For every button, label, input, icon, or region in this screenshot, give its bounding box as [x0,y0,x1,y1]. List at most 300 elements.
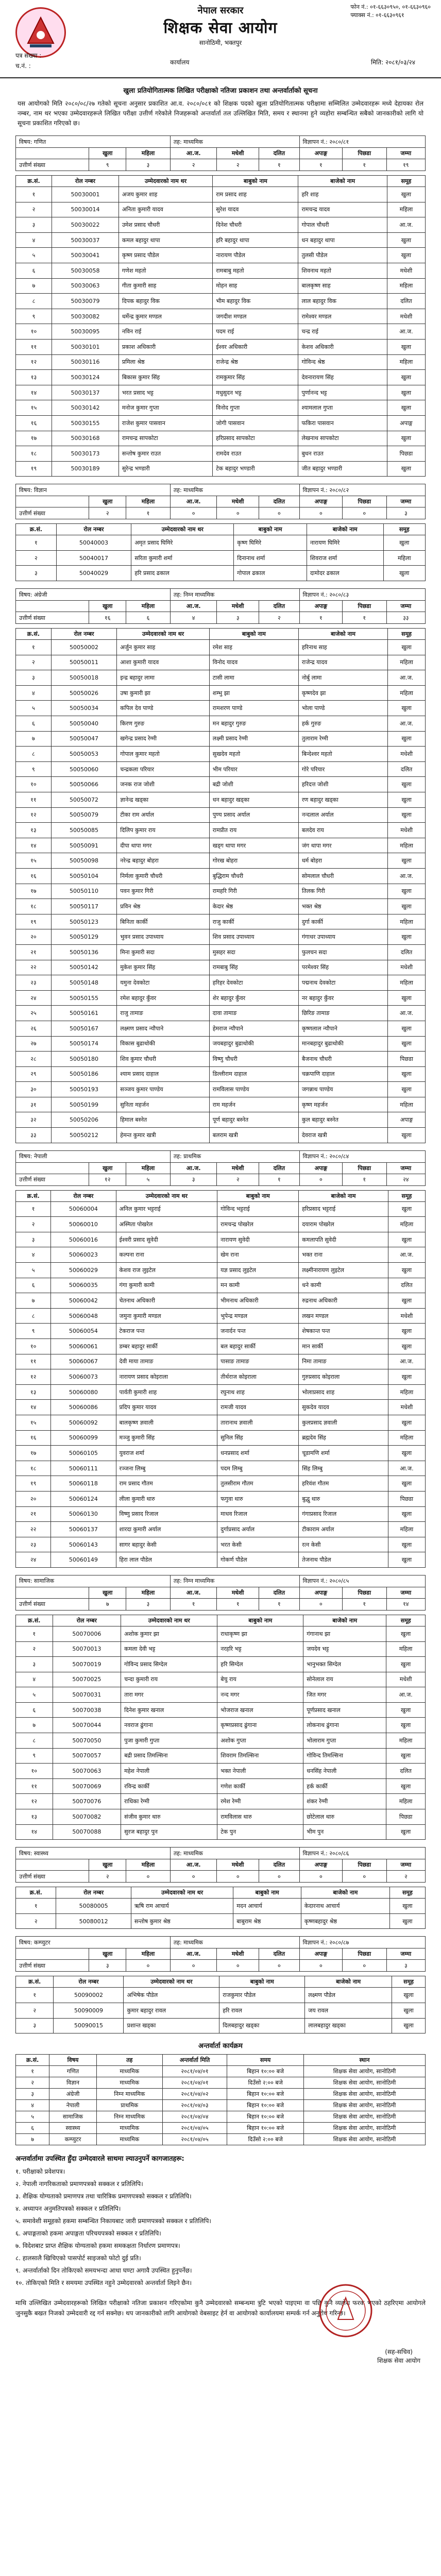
table-cell: रामचन्द्र यादव [298,202,387,217]
table-row [16,914,426,929]
candidate-table [15,175,426,477]
table-cell: मधेशी [387,263,425,278]
table-cell: 50030155 [52,415,119,431]
summary-head-cell: दलित [259,148,299,159]
candidate-table [15,628,426,1143]
table-row [16,868,426,884]
table-cell: 50050212 [51,1128,116,1143]
table-cell: २६ [16,1021,52,1036]
table-cell: 50070038 [53,1702,121,1718]
table-cell: आ.ज. [388,868,426,884]
table-cell: महिला [387,202,425,217]
table-cell: कमला देवी भट्ट [121,1641,217,1657]
table-cell: चेतनाथ अधिकारी [116,1293,217,1309]
table-cell: यमुना देवकोटा [117,975,210,991]
table-row [16,1626,426,1641]
table-cell: 50060035 [51,1278,116,1293]
table-cell: ८ [16,294,52,309]
table-cell: लक्ष्मी प्रसाद रेग्मी [209,731,298,747]
candidate-header-row [16,1615,426,1626]
table-cell: उमेश प्रसाद चौधरी [118,217,212,233]
table-cell: देवराज खत्री [298,1128,387,1143]
fax-text: फ्याक्स नं.: ०१-६६३०९६१ [350,12,404,19]
table-cell: ३ [16,566,57,581]
table-cell: कृष्णलाल न्यौपाने [298,1021,387,1036]
table-cell: गंगाप्रसाद रिजाल [299,1506,388,1522]
table-cell: ३ [16,2018,54,2033]
table-cell: डम्बर बहादुर सार्की [116,1339,217,1354]
table-cell: जित मगर [303,1687,386,1703]
table-row [16,2003,426,2019]
letterhead [0,0,441,78]
contact-info [350,3,431,20]
table-cell: 50040029 [56,566,131,581]
table-row [16,294,426,309]
summary-head-cell: अपाङ्ग [299,1162,342,1174]
table-cell: १८ [16,899,52,914]
intro-paragraph: यस आयोगको मिति २०८०/०८/२७ गतेको सूचना अनुसार प्रकाशित आ.व. २०८०/०८१ को शिक्षक पदको खुला प्रतियोगितात्मक परीक्षामा सम्मिलित उम्मेदवारहरू मध्ये देहायका रोल नम्बर, नाम थर भएका उम्मेदवारहरूले लिखित परीक्षा उत्तीर्ण गरेकोले निजहरूको अन्तर्वार्ता तल उल्लिखित मिति, समय र स्थानमा हुने व्यहोरा सम्बन्धित सबैको जानकारीको लागि यो सूचना प्रकाशित गरिएको छ। [18,100,423,127]
table-row [16,1201,426,1217]
table-cell: गोविन्द भट्टराई [217,1201,299,1217]
table-cell: श्यामलाल गुप्ता [298,400,387,416]
table-cell: खुला [388,853,426,869]
table-cell: 50030142 [52,400,119,416]
result-section [15,1575,426,1840]
table-cell: कृष्णबहादुर श्रेष्ठ [301,1913,389,1929]
schedule-cell: दिउँसो २:०० बजे [227,2077,304,2089]
table-cell: भीमनाथ अधिकारी [217,1293,299,1309]
summary-head-cell: मधेशी [217,1948,259,1960]
table-cell: खुला [387,461,425,477]
table-cell: 50050034 [51,701,116,716]
table-cell: 50030173 [52,446,119,462]
level-cell: तह: माध्यमिक [170,1848,299,1859]
section-gap [15,171,426,175]
summary-head-cell: महिला [126,1587,171,1598]
table-cell: शिवराम तिमल्सिना [217,1748,303,1764]
table-cell: गोपाल चौधरी [298,217,387,233]
table-cell: आ.ज. [388,1461,425,1476]
candidate-header-cell: रोल नम्बर [56,524,131,535]
table-cell: सुरेश यादव [213,202,298,217]
table-cell: खुला [388,929,426,945]
signature-area [0,2318,441,2380]
advert-cell: विज्ञापन नं.: २०८०/८६ [299,1848,425,1859]
summary-head-cell: महिला [126,148,171,159]
gov-title: नेपाल सरकार [197,5,244,16]
table-cell: बुद्धु थारु [299,1491,388,1506]
table-row [16,1988,426,2003]
table-cell: 50030079 [52,294,119,309]
schedule-cell: माध्यमिक [96,2123,162,2134]
schedule-header-cell: समय [227,2055,304,2066]
schedule-cell: २०८१/०४/०३ [162,2100,227,2111]
result-sections [0,135,441,2033]
table-cell: रण बहादुर खड्का [298,792,387,808]
table-cell: 50060016 [51,1232,116,1247]
table-cell: संजीव कुमार थारु [121,1809,217,1825]
schedule-cell: बिहान १०:०० बजे [227,2111,304,2123]
summary-table [15,135,426,171]
summary-count: २ [89,1871,126,1883]
summary-head-cell: खुला [89,601,126,612]
table-cell: 50050110 [51,884,116,899]
table-cell: बिनिता कार्की [117,914,210,929]
summary-head-cell: जम्मा [386,1162,425,1174]
candidate-header-row [16,1976,426,1988]
table-cell: भानुभक्त सिग्देल [303,1657,386,1672]
table-cell: केशव राज लुइटेल [116,1263,217,1278]
table-row [16,1718,426,1733]
table-cell: मधेशी [388,1308,425,1324]
table-cell: नर बहादुर कुँवर [298,990,387,1006]
table-cell: हरिवंश गौतम [299,1476,388,1492]
subject-cell: विषय: गणित [16,136,171,148]
summary-head-cell: पिछडा [342,148,386,159]
table-cell: महिला [387,278,425,294]
table-cell: १५ [16,853,52,869]
summary-count: ९ [89,159,126,171]
table-cell: 50050026 [51,685,116,701]
table-cell: १३ [16,370,52,385]
table-cell: प्रदिप कुमार यादव [116,1400,217,1415]
candidate-header-row [16,1190,426,1201]
table-cell: गुरुप्रसाद कोइराला [299,1369,388,1385]
table-row [16,1461,426,1476]
table-cell: 50060080 [51,1384,116,1400]
candidate-header-cell: उम्मेदवारको नाम थर [131,524,234,535]
schedule-cell: निम्न माध्यमिक [96,2089,162,2100]
summary-count: ३ [386,507,425,519]
table-cell: केदार श्रेष्ठ [209,899,298,914]
table-cell: 50050002 [51,640,116,655]
candidate-header-cell: समूह [388,1190,425,1201]
table-cell: दीपा थापा मगर [117,838,210,853]
summary-count: १ [126,507,171,519]
summary-count: ३ [170,1174,217,1185]
table-cell: रामबाबु सिंह [209,960,298,975]
table-row [16,370,426,385]
issue-date: मिति: २०८१/०३/२४ [370,59,415,66]
table-cell: ३ [16,1657,53,1672]
summary-label-head [16,496,89,507]
candidate-table [15,1976,426,2033]
summary-count: ० [299,1960,342,1972]
subject-cell: विषय: नेपाली [16,1150,171,1162]
table-row [16,1278,426,1293]
table-cell: खुला [388,1537,425,1552]
table-cell: ८ [16,1733,53,1749]
candidate-table [15,1887,426,1929]
table-row [16,1733,426,1749]
summary-head-cell: आ.ज. [170,1162,217,1174]
table-cell: कुल बहादुर बस्नेत [298,1112,387,1128]
table-cell: जयबहादुर बुढाथोकी [209,1036,298,1052]
summary-head-cell: खुला [89,1948,126,1960]
table-cell: २ [16,1641,53,1657]
schedule-cell: २ [16,2077,49,2089]
table-cell: सुरेन्द्र भण्डारी [118,461,212,477]
summary-count: २ [259,612,299,624]
summary-count-row [16,612,426,624]
table-cell: अर्जुन कुमार साह [117,640,210,655]
table-cell: राधिका रेग्मी [121,1794,217,1809]
summary-count: ० [126,1871,171,1883]
table-cell: सञ्जय कुमार पाण्डेय [117,1082,210,1097]
table-cell: १३ [16,823,52,838]
table-cell: १ [16,1988,54,2003]
summary-count: १ [217,1598,259,1610]
table-cell: टीकाराम अर्याल [299,1522,388,1537]
candidate-header-cell: उम्मेदवारको नाम थर [131,1887,233,1899]
schedule-cell: माध्यमिक [96,2066,162,2077]
table-cell: ५ [16,701,52,716]
table-cell: आ.ज. [388,670,426,686]
table-cell: हरिदत्त जोशी [298,777,387,792]
table-cell: ५ [16,1263,51,1278]
table-cell: 50050155 [51,990,116,1006]
table-cell: ६ [16,263,52,278]
table-cell: माधव रिजाल [217,1506,299,1522]
table-cell: खुला [386,1657,426,1672]
summary-head-cell: अपाङ्ग [299,496,342,507]
schedule-cell: नेपाली [49,2100,96,2111]
table-cell: ९ [16,309,52,324]
table-cell: श्याम प्रसाद दाहाल [117,1066,210,1082]
table-cell: प्रमिला श्रेष्ठ [118,354,212,370]
phone-text: फोन नं.: ०१-६६३०९५०, ०१-६६३०९६० [350,4,431,10]
table-cell: भोजराज खनाल [217,1702,303,1718]
table-cell: ६ [16,716,52,732]
table-cell: १० [16,777,52,792]
table-cell: पदम राई [213,324,298,340]
table-cell: 50060004 [51,1201,116,1217]
table-cell: धनसिंह नेपाली [303,1764,386,1779]
summary-head-row [16,1587,426,1598]
table-cell: लालबहादुर खड्का [305,2018,392,2033]
candidate-header-cell: उम्मेदवारको नाम थर [118,176,212,187]
table-cell: नविन राई [118,324,212,340]
table-cell: फकिरा पासवान [298,415,387,431]
table-cell: 50030116 [52,354,119,370]
schedule-cell: शिक्षक सेवा आयोग, सानोठिमी [304,2100,426,2111]
table-cell: खुला [387,187,425,202]
table-cell: पार्वती कुमारी शाह [116,1384,217,1400]
table-cell: खुला [388,1415,425,1430]
table-cell: 50050167 [51,1021,116,1036]
summary-count-row [16,1598,426,1610]
table-row [16,1263,426,1278]
table-row [16,1384,426,1400]
table-cell: भोलाप्रसाद शाह [299,1384,388,1400]
table-cell: हरिहर देवकोटा [209,975,298,991]
table-cell: गोपाल ढकाल [234,566,307,581]
candidate-header-cell: रोल नम्बर [53,1615,121,1626]
table-cell: 50050117 [51,899,116,914]
table-cell: खुला [388,1446,425,1461]
table-cell: देवी माया तामाङ [116,1354,217,1369]
table-cell: 50030063 [52,278,119,294]
table-cell: खुला [388,1128,426,1143]
summary-table [15,1150,426,1186]
table-row [16,1702,426,1718]
table-cell: १७ [16,431,52,446]
table-cell: खुला [388,1232,425,1247]
table-cell: नारायण प्रसाद कोइराला [116,1369,217,1385]
note-item: ७. विदेशबाट प्राप्त शैक्षिक योग्यताको हकमा समकक्षता निर्धारण प्रमाणपत्र। [15,2242,180,2250]
table-cell: शिवनाथ महतो [298,263,387,278]
summary-count: ० [259,1960,299,1972]
summary-head-cell: जम्मा [386,601,425,612]
summary-head-cell: महिला [126,601,171,612]
table-cell: ६ [16,1278,51,1293]
table-cell: धने कामी [299,1278,388,1293]
summary-head-cell: महिला [126,1948,171,1960]
table-cell: विनोद यादव [209,655,298,670]
table-row [16,217,426,233]
table-row [16,1006,426,1021]
table-cell: १६ [16,1430,51,1446]
candidate-table [15,1615,426,1840]
summary-count: ३ [89,1960,126,1972]
level-cell: तह: प्राथमिक [170,1150,299,1162]
table-cell: 50060054 [51,1324,116,1339]
summary-count: २ [217,1174,259,1185]
note-item: ६. अपाङ्गताको हकमा अपाङ्गता परिचयपत्रको सक्कल र प्रतिलिपि। [15,2230,161,2238]
table-cell: चूडामणि शर्मा [299,1446,388,1461]
summary-count: ० [299,507,342,519]
summary-head-cell: खुला [89,148,126,159]
table-cell: जयदेव भट्ट [303,1641,386,1657]
summary-count: ० [342,1960,386,1972]
table-cell: कृष्ण घिमिरे [234,535,307,551]
summary-head-cell: खुला [89,496,126,507]
summary-head-cell: खुला [89,1162,126,1174]
table-cell: मिना कुमारी सदा [117,944,210,960]
table-cell: शारदा कुमारी अर्याल [116,1522,217,1537]
table-cell: सागर बहादुर केसी [116,1537,217,1552]
table-cell: केदारनाथ आचार्य [301,1899,389,1914]
signatory-title: (सह-सचिव) [385,2348,413,2356]
schedule-cell: अंग्रेजी [49,2089,96,2100]
table-cell: गंगा कुमारी कामी [116,1278,217,1293]
summary-info-row [16,1575,426,1587]
table-cell: 50070057 [53,1748,121,1764]
table-cell: 50030022 [52,217,119,233]
table-cell: महिला [388,1384,425,1400]
table-cell: 50050018 [51,670,116,686]
summary-head-cell: दलित [259,1948,299,1960]
table-cell: ४ [16,1247,51,1263]
table-cell: 50050206 [51,1112,116,1128]
table-row [16,777,426,792]
official-stamp [317,2282,374,2339]
table-cell: पद्मनाथ देवकोटा [298,975,387,991]
table-cell: १७ [16,884,52,899]
summary-head-cell: अपाङ्ग [299,148,342,159]
summary-count: ० [217,507,259,519]
table-cell: मन कामी [217,1278,299,1293]
table-cell: 50050142 [51,960,116,975]
schedule-table [15,2054,426,2145]
table-cell: दलित [388,944,426,960]
table-cell: 50030037 [52,232,119,248]
table-cell: 50050053 [51,747,116,762]
summary-count: ६ [126,612,171,624]
summary-label: उत्तीर्ण संख्या [16,507,89,519]
summary-head-row [16,601,426,612]
table-row [16,1339,426,1354]
table-cell: भुवन प्रसाद उपाध्याय [117,929,210,945]
schedule-header-cell: स्थान [304,2055,426,2066]
table-row [16,354,426,370]
table-cell: धर्म बोहरा [298,853,387,869]
table-cell: युवराज शर्मा [116,1446,217,1461]
summary-label-head [16,1859,89,1871]
table-cell: खुला [387,385,425,400]
table-cell: कृष्णदेव झा [298,685,387,701]
summary-head-cell: पिछडा [342,1162,386,1174]
table-cell: मुकेश कुमार सिंह [117,960,210,975]
table-row [16,461,426,477]
summary-count: १ [259,159,299,171]
schedule-cell: शिक्षक सेवा आयोग, सानोठिमी [304,2089,426,2100]
table-cell: 50060124 [51,1491,116,1506]
table-cell: शिव कुमार चौधरी [117,1052,210,1067]
reference-numbers [15,50,41,71]
summary-count: १२ [89,1174,126,1185]
table-cell: ११ [16,339,52,354]
table-cell: ७ [16,1293,51,1309]
table-cell: १७ [16,1446,51,1461]
table-cell: खुला [387,400,425,416]
table-cell: रामकुमार सिंह [213,370,298,385]
table-cell: महिला [387,354,425,370]
table-cell: भरत प्रसाद भट्ट [118,385,212,400]
notes-title: अन्तर्वार्तामा उपस्थित हुँदा उम्मेदवारले साथमा ल्याउनुपर्ने कागजातहरू: [15,2155,184,2163]
candidate-header-cell: बाबुको नाम [213,176,298,187]
table-cell: खुला [388,1552,425,1568]
table-row [16,1672,426,1687]
table-row [16,716,426,732]
table-cell: अशोक कुमार झा [121,1626,217,1641]
summary-label: उत्तीर्ण संख्या [16,159,89,171]
summary-head-row [16,1859,426,1871]
schedule-header-cell: अन्तर्वार्ता मिति [162,2055,227,2066]
table-cell: नन्द मगर [217,1687,303,1703]
table-cell: आ.ज. [387,324,425,340]
table-cell: १४ [16,385,52,400]
table-row [16,535,426,551]
table-cell: खुला [388,1293,425,1309]
summary-count: १ [259,1598,299,1610]
summary-count: १६ [89,612,126,624]
table-cell: दलित [388,761,426,777]
table-cell: गोकर्ण पौडेल [217,1552,299,1568]
table-cell: मदन आचार्य [233,1899,301,1914]
advert-cell: विज्ञापन नं.: २०८०/८१ [299,136,425,148]
table-cell: २० [16,1491,51,1506]
summary-count: ३ [386,1960,425,1972]
table-row [16,1657,426,1672]
summary-count: २ [217,159,259,171]
table-cell: भक्त नेपाली [217,1764,303,1779]
table-cell: भीम बहादुर विक [213,294,298,309]
table-cell: अभिषेक पौडेल [124,1988,219,2003]
table-cell: नोर्बु लामा [298,670,387,686]
summary-head-cell: दलित [259,601,299,612]
table-cell: १ [16,1626,53,1641]
